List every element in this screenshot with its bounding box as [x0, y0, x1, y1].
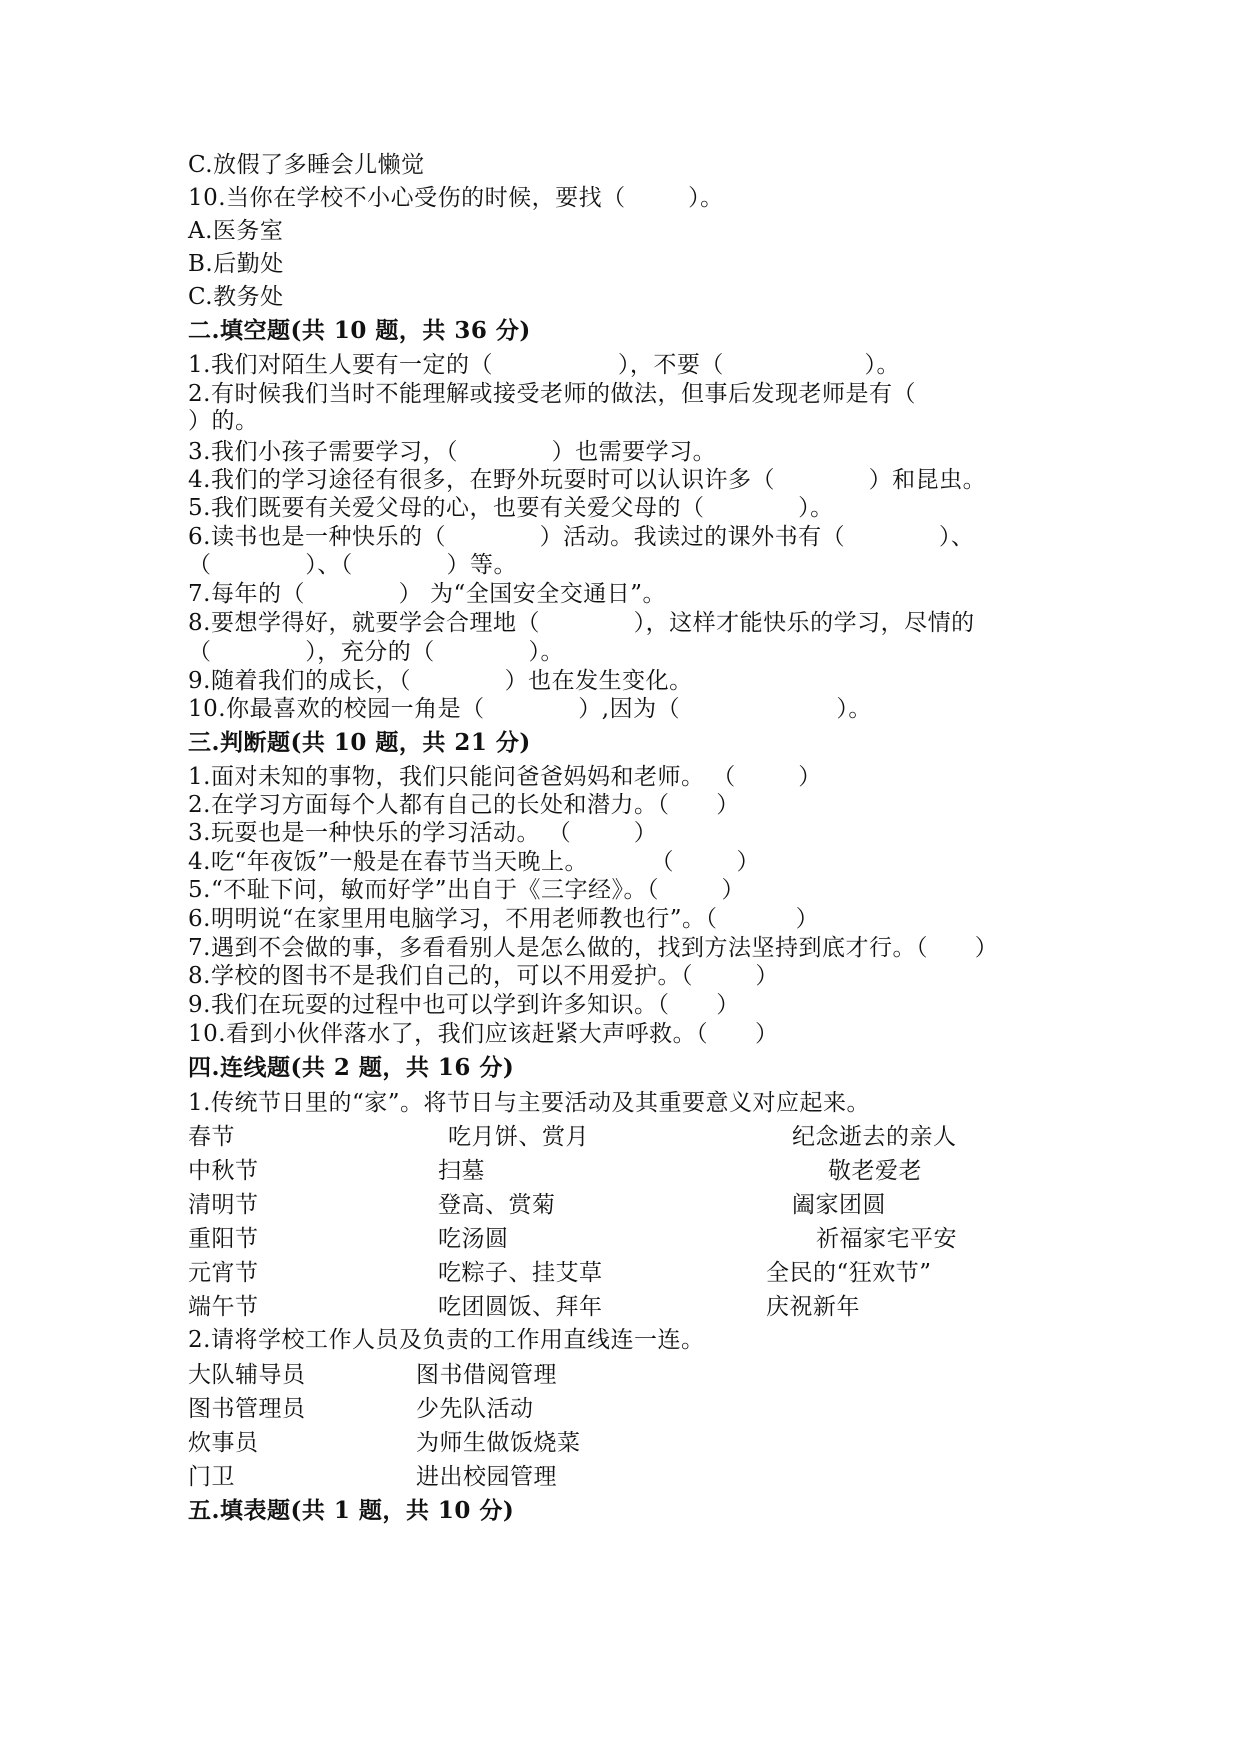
q10-option-b: B.后勤处: [188, 251, 284, 277]
festival-item[interactable]: 中秋节: [188, 1158, 259, 1184]
q10-option-a: A.医务室: [188, 218, 284, 244]
judge-line: 7.遇到不会做的事，多看看别人是怎么做的，找到方法坚持到底才行。（ ）: [188, 935, 999, 961]
fill-in-line: 10.你最喜欢的校园一角是（ ）,因为（ ）。: [188, 696, 872, 722]
staff-item[interactable]: 炊事员: [188, 1430, 259, 1456]
q9-option-c: C.放假了多睡会儿懒觉: [188, 152, 425, 178]
judge-line: 4.吃“年夜饭”一般是在春节当天晚上。 （ ）: [188, 849, 760, 875]
judge-line: 2.在学习方面每个人都有自己的长处和潜力。（ ）: [188, 792, 740, 818]
duty-item[interactable]: 进出校园管理: [416, 1464, 557, 1490]
fill-in-line: 6.读书也是一种快乐的（ ）活动。我读过的课外书有（ ）、: [188, 524, 975, 550]
festival-item[interactable]: 清明节: [188, 1192, 259, 1218]
meaning-item[interactable]: 庆祝新年: [766, 1294, 860, 1320]
matching-q1-prompt: 1.传统节日里的“家”。将节日与主要活动及其重要意义对应起来。: [188, 1090, 870, 1116]
meaning-item[interactable]: 阖家团圆: [792, 1192, 886, 1218]
festival-item[interactable]: 端午节: [188, 1294, 259, 1320]
fill-in-heading: 二.填空题(共 10 题，共 36 分): [188, 317, 531, 344]
fill-in-line: 3.我们小孩子需要学习，（ ）也需要学习。: [188, 439, 717, 465]
fill-in-line: 1.我们对陌生人要有一定的（ ），不要（ ）。: [188, 352, 901, 378]
activity-item[interactable]: 扫墓: [438, 1158, 485, 1184]
judge-line: 9.我们在玩耍的过程中也可以学到许多知识。（ ）: [188, 992, 740, 1018]
fill-in-line: 7.每年的（ ） 为“全国安全交通日”。: [188, 581, 667, 607]
activity-item[interactable]: 吃汤圆: [438, 1226, 509, 1252]
judge-line: 8.学校的图书不是我们自己的，可以不用爱护。（ ）: [188, 963, 779, 989]
fill-in-line: 2.有时候我们当时不能理解或接受老师的做法，但事后发现老师是有（: [188, 381, 916, 407]
judge-line: 10.看到小伙伴落水了，我们应该赶紧大声呼救。（ ）: [188, 1021, 779, 1047]
judge-line: 3.玩耍也是一种快乐的学习活动。 （ ）: [188, 820, 658, 846]
meaning-item[interactable]: 纪念逝去的亲人: [792, 1124, 957, 1150]
duty-item[interactable]: 少先队活动: [416, 1396, 534, 1422]
table-fill-heading: 五.填表题(共 1 题，共 10 分): [188, 1497, 515, 1524]
festival-item[interactable]: 元宵节: [188, 1260, 259, 1286]
judge-line: 5.“不耻下问，敏而好学”出自于《三字经》。（ ）: [188, 877, 745, 903]
matching-q2-prompt: 2.请将学校工作人员及负责的工作用直线连一连。: [188, 1327, 705, 1353]
fill-in-line: 8.要想学得好，就要学会合理地（ ），这样才能快乐的学习，尽情的: [188, 610, 975, 636]
fill-in-line: 5.我们既要有关爱父母的心，也要有关爱父母的（ ）。: [188, 495, 834, 521]
meaning-item[interactable]: 祈福家宅平安: [816, 1226, 957, 1252]
judge-heading: 三.判断题(共 10 题，共 21 分): [188, 729, 531, 756]
meaning-item[interactable]: 全民的“狂欢节”: [766, 1260, 932, 1286]
fill-in-line: 9.随着我们的成长，（ ）也在发生变化。: [188, 668, 693, 694]
matching-heading: 四.连线题(共 2 题，共 16 分): [188, 1054, 515, 1081]
staff-item[interactable]: 图书管理员: [188, 1396, 306, 1422]
activity-item[interactable]: 吃粽子、挂艾草: [438, 1260, 603, 1286]
activity-item[interactable]: 登高、赏菊: [438, 1192, 556, 1218]
duty-item[interactable]: 图书借阅管理: [416, 1362, 557, 1388]
q10-question: 10.当你在学校不小心受伤的时候，要找（ ）。: [188, 185, 724, 211]
festival-item[interactable]: 春节: [188, 1124, 235, 1150]
festival-item[interactable]: 重阳节: [188, 1226, 259, 1252]
fill-in-line: 4.我们的学习途径有很多，在野外玩耍时可以认识许多（ ）和昆虫。: [188, 467, 987, 493]
meaning-item[interactable]: 敬老爱老: [828, 1158, 922, 1184]
activity-item[interactable]: 吃团圆饭、拜年: [438, 1294, 603, 1320]
judge-line: 6.明明说“在家里用电脑学习，不用老师教也行”。（ ）: [188, 906, 820, 932]
staff-item[interactable]: 大队辅导员: [188, 1362, 306, 1388]
staff-item[interactable]: 门卫: [188, 1464, 235, 1490]
fill-in-line: ）的。: [188, 408, 259, 434]
q10-option-c: C.教务处: [188, 284, 284, 310]
judge-line: 1.面对未知的事物，我们只能问爸爸妈妈和老师。 （ ）: [188, 764, 822, 790]
fill-in-line: （ ）、（ ）等。: [188, 552, 517, 578]
fill-in-line: （ ），充分的（ ）。: [188, 639, 564, 665]
activity-item[interactable]: 吃月饼、赏月: [448, 1124, 589, 1150]
duty-item[interactable]: 为师生做饭烧菜: [416, 1430, 581, 1456]
